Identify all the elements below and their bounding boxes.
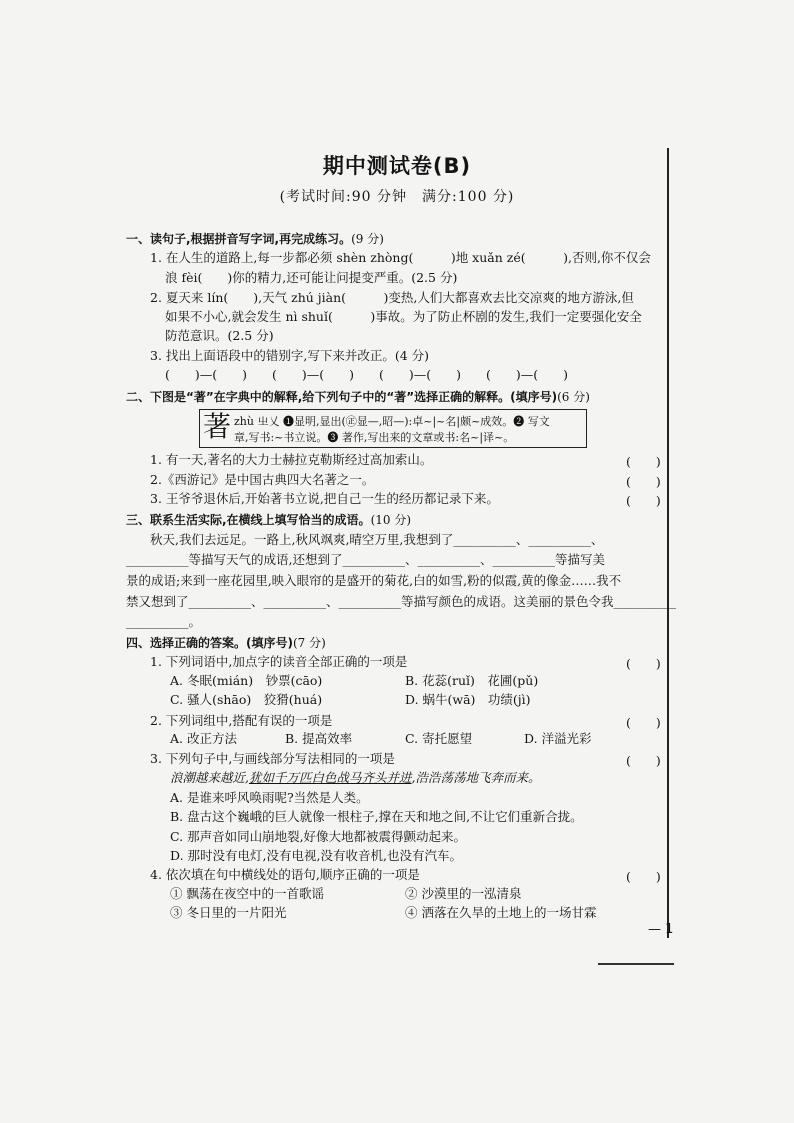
s1-line-4: 如果不小心,就会发生 nì shuǐ( )事故。为了防止杯剧的发生,我们一定要强化安全 — [165, 309, 642, 324]
section-3-heading — [126, 512, 411, 528]
right-margin-line — [667, 148, 669, 938]
s2-answer-2[interactable]: ( ) — [626, 474, 661, 489]
s4-q3-sentence — [170, 770, 540, 786]
section-1-title: 一、读句子,根据拼音写字词,再完成练习。 — [126, 232, 352, 246]
s4-answer-2[interactable]: ( ) — [626, 715, 661, 730]
s4-q2-option-d: D. 洋溢光彩 — [524, 731, 592, 746]
s2-question-3: 3. 王爷爷退休后,开始著书立说,把自己一生的经历都记录下来。 — [150, 491, 499, 506]
s1-line-2: 浪 fèi( )你的精力,还可能让问提变严重。(2.5 分) — [165, 270, 458, 285]
section-3-title: 三、联系生活实际,在横线上填写恰当的成语。 — [126, 513, 371, 527]
s4-q4-item-4: ④ 洒落在久旱的土地上的一场甘霖 — [405, 905, 597, 920]
s1-line-6: 3. 找出上面语段中的错别字,写下来并改正。(4 分) — [150, 348, 430, 363]
s4-q2-option-a: A. 改正方法 — [170, 731, 237, 746]
s4-q3-option-b: B. 盘古这个巍峨的巨人就像一根柱子,撑在天和地之间,不让它们重新合拢。 — [170, 809, 583, 824]
page-title: 期中测试卷(B) — [322, 154, 472, 178]
section-1-points: (9 分) — [351, 232, 384, 246]
dictionary-line-2: 章,写书:~书立说。❸ 著作,写出来的文章或书:名~|译~。 — [234, 431, 515, 444]
s4-q3-sentence-start: 浪潮越来越近, — [170, 770, 249, 785]
dictionary-char: 著 — [203, 410, 232, 443]
section-2-points: (6 分) — [557, 390, 590, 404]
section-1-heading — [126, 231, 384, 247]
s4-answer-3[interactable]: ( ) — [626, 753, 661, 768]
s4-question-4: 4. 依次填在句中横线处的语句,顺序正确的一项是 — [150, 867, 420, 882]
section-4-points: (7 分) — [292, 636, 326, 650]
s4-question-3: 3. 下列句子中,与画线部分写法相同的一项是 — [150, 751, 395, 766]
s4-q4-item-1: ① 飘荡在夜空中的一首歌谣 — [170, 886, 324, 901]
s1-line-1: 1. 在人生的道路上,每一步都必须 shèn zhòng( )地 xuǎn zé( ),否则,你不仅会 — [150, 250, 651, 265]
s4-q3-option-c: C. 那声音如同山崩地裂,好像大地都被震得颤动起来。 — [170, 829, 467, 844]
s3-line-4[interactable]: 禁又想到了__________、__________、__________等描写颜色的成语。这美丽的景色令我__________ — [126, 594, 677, 609]
s4-q2-option-b: B. 提高效率 — [285, 731, 353, 746]
s4-q3-underlined-part: 犹如千万匹白色战马齐头并进 — [248, 770, 412, 785]
section-4-heading — [126, 635, 326, 651]
section-2-heading — [126, 389, 590, 405]
section-4-title: 四、选择正确的答案。(填序号) — [126, 636, 293, 650]
s4-q1-option-a: A. 冬眠(mián) 钞票(cāo) — [170, 673, 323, 688]
dictionary-entry-box — [199, 409, 587, 448]
s3-line-3: 景的成语;来到一座花园里,映入眼帘的是盛开的菊花,白的如雪,粉的似霞,黄的像金……我不 — [126, 573, 622, 588]
s3-line-2[interactable]: __________等描写天气的成语,还想到了__________、__________、__________等描写美 — [126, 552, 605, 567]
s4-q1-option-d: D. 蜗牛(wā) 功绩(jì) — [405, 692, 531, 707]
exam-info: (考试时间:90 分钟 满分:100 分) — [279, 189, 515, 205]
s4-q2-option-c: C. 寄托愿望 — [405, 731, 473, 746]
s1-line-3: 2. 夏天来 lín( ),天气 zhú jiàn( )变热,人们大都喜欢去比交凉爽的地方游泳,但 — [150, 290, 634, 305]
s4-answer-1[interactable]: ( ) — [626, 656, 661, 671]
s4-answer-4[interactable]: ( ) — [626, 869, 661, 884]
s4-q4-item-2: ② 沙漠里的一泓清泉 — [405, 886, 522, 901]
s2-question-2: 2.《西游记》是中国古典四大名著之一。 — [150, 472, 375, 487]
s4-q3-option-a: A. 是谁来呼风唤雨呢?当然是人类。 — [170, 790, 369, 805]
s2-question-1: 1. 有一天,著名的大力士赫拉克勒斯经过高加索山。 — [150, 452, 433, 467]
s4-q3-sentence-end: ,浩浩荡荡地飞奔而来。 — [411, 770, 541, 785]
s4-q4-item-3: ③ 冬日里的一片阳光 — [170, 905, 287, 920]
s4-question-2: 2. 下列词组中,搭配有误的一项是 — [150, 713, 333, 728]
s3-line-5[interactable]: __________。 — [126, 614, 202, 629]
s2-answer-1[interactable]: ( ) — [626, 454, 661, 469]
dictionary-line-1: zhù 㞢乂 ❶显明,显出(㊣显—,昭—):卓~|~名|颇~成效。❷ 写文 — [234, 415, 550, 428]
s2-answer-3[interactable]: ( ) — [626, 493, 661, 508]
s1-line-5: 防范意识。(2.5 分) — [165, 328, 274, 343]
s1-answer-blanks[interactable]: ( )—( ) ( )—( ) ( )—( ) ( )—( ) — [165, 367, 569, 382]
section-2-title: 二、下图是“著”在字典中的解释,给下列句子中的“著”选择正确的解释。(填序号) — [126, 390, 558, 404]
s4-q1-option-b: B. 花蕊(ruǐ) 花圃(pǔ) — [405, 673, 539, 688]
page-number: — 1 — [648, 922, 674, 937]
s4-q3-option-d: D. 那时没有电灯,没有电视,没有收音机,也没有汽车。 — [170, 848, 462, 863]
s4-question-1: 1. 下列词语中,加点字的读音全部正确的一项是 — [150, 654, 408, 669]
section-3-points: (10 分) — [370, 513, 412, 527]
footer-line — [598, 963, 674, 965]
s3-line-1[interactable]: 秋天,我们去远足。一路上,秋风飒爽,晴空万里,我想到了__________、__________、 — [150, 532, 604, 547]
s4-q1-option-c: C. 骚人(shāo) 狡猾(huá) — [170, 692, 323, 707]
